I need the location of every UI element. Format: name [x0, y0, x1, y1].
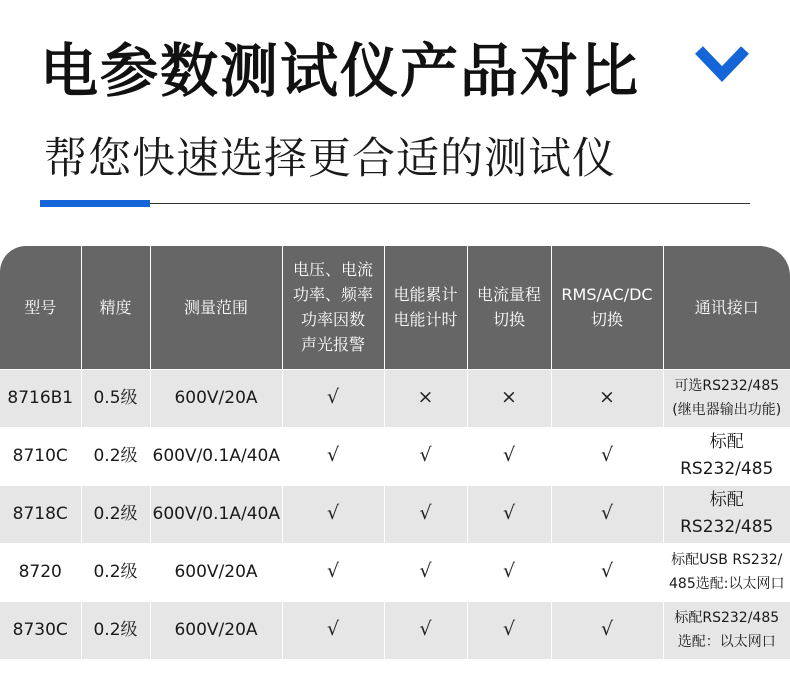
cell-range: 600V/0.1A/40A [150, 427, 282, 485]
cell-model: 8730C [0, 601, 81, 659]
mark-icon: √ [326, 386, 340, 408]
mark-icon: √ [419, 502, 432, 524]
cell-model: 8718C [0, 485, 81, 543]
table-row [0, 427, 790, 485]
table-header-row [0, 246, 790, 369]
comparison-table [0, 246, 790, 659]
cell-rms-switch-mark [551, 485, 663, 543]
mark-icon: √ [419, 618, 432, 641]
table-row [0, 485, 790, 543]
mark-icon: √ [600, 560, 614, 582]
cell-accuracy: 0.2级 [81, 427, 150, 485]
header-accuracy: 精度 [81, 246, 150, 369]
mark-icon: × [417, 386, 434, 408]
divider-accent-bar [40, 200, 150, 207]
comparison-table-container [0, 246, 790, 660]
mark-icon: √ [326, 560, 340, 582]
cell-communication: 标配 RS232/485 [663, 485, 790, 543]
cell-energy-mark [384, 369, 467, 427]
cell-range-switch-mark [467, 485, 551, 543]
cell-measurement-mark [282, 427, 384, 485]
cell-range-switch-mark [467, 543, 551, 601]
cell-range-switch-mark [467, 427, 551, 485]
cell-range: 600V/20A [150, 543, 282, 601]
header-current-range-switch: 电流量程 切换 [467, 246, 551, 369]
mark-icon: √ [419, 560, 432, 582]
cell-measurement-mark [282, 543, 384, 601]
cell-measurement-mark [282, 485, 384, 543]
table-row [0, 601, 790, 659]
cell-communication: 标配USB RS232/ 485选配:以太网口 [663, 543, 790, 601]
table-row [0, 369, 790, 427]
page-title: 电参数测试仪产品对比 [40, 37, 641, 105]
mark-icon: √ [502, 560, 516, 582]
cell-rms-switch-mark [551, 369, 663, 427]
header-energy-accumulation: 电能累计 电能计时 [384, 246, 467, 369]
mark-icon: √ [326, 444, 340, 466]
cell-range-switch-mark [467, 369, 551, 427]
cell-model: 8720 [0, 543, 81, 601]
cell-accuracy: 0.2级 [81, 543, 150, 601]
cell-communication: 标配 RS232/485 [663, 427, 790, 485]
header-rms-ac-dc-switch: RMS/AC/DC 切换 [551, 246, 663, 369]
cell-measurement-mark [282, 601, 384, 659]
header-communication-interface: 通讯接口 [663, 246, 790, 369]
cell-communication: 标配RS232/485 选配：以太网口 [663, 601, 790, 659]
cell-accuracy: 0.5级 [81, 369, 150, 427]
cell-rms-switch-mark [551, 543, 663, 601]
page-subtitle: 帮您快速选择更合适的测试仪 [44, 134, 616, 184]
mark-icon: √ [502, 502, 516, 524]
header-model: 型号 [0, 246, 81, 369]
header-measurement-functions: 电压、电流 功率、频率 功率因数 声光报警 [282, 246, 384, 369]
cell-energy-mark [384, 485, 467, 543]
cell-range: 600V/0.1A/40A [150, 485, 282, 543]
cell-rms-switch-mark [551, 427, 663, 485]
cell-range: 600V/20A [150, 601, 282, 659]
cell-energy-mark [384, 601, 467, 659]
cell-communication: 可选RS232/485 (继电器输出功能) [663, 369, 790, 427]
cell-energy-mark [384, 427, 467, 485]
mark-icon: √ [502, 444, 516, 466]
cell-rms-switch-mark [551, 601, 663, 659]
cell-range: 600V/20A [150, 369, 282, 427]
cell-model: 8716B1 [0, 369, 81, 427]
cell-energy-mark [384, 543, 467, 601]
mark-icon: √ [502, 618, 516, 641]
mark-icon: √ [326, 618, 340, 641]
cell-measurement-mark [282, 369, 384, 427]
mark-icon: √ [326, 502, 340, 524]
cell-model: 8710C [0, 427, 81, 485]
mark-icon: √ [600, 444, 614, 466]
cell-accuracy: 0.2级 [81, 485, 150, 543]
header-range: 测量范围 [150, 246, 282, 369]
chevron-down-icon [694, 44, 750, 84]
mark-icon: √ [600, 502, 614, 524]
mark-icon: × [501, 386, 517, 408]
mark-icon: √ [419, 444, 432, 466]
cell-accuracy: 0.2级 [81, 601, 150, 659]
cell-range-switch-mark [467, 601, 551, 659]
table-row [0, 543, 790, 601]
mark-icon: × [599, 386, 615, 408]
mark-icon: √ [600, 618, 614, 641]
